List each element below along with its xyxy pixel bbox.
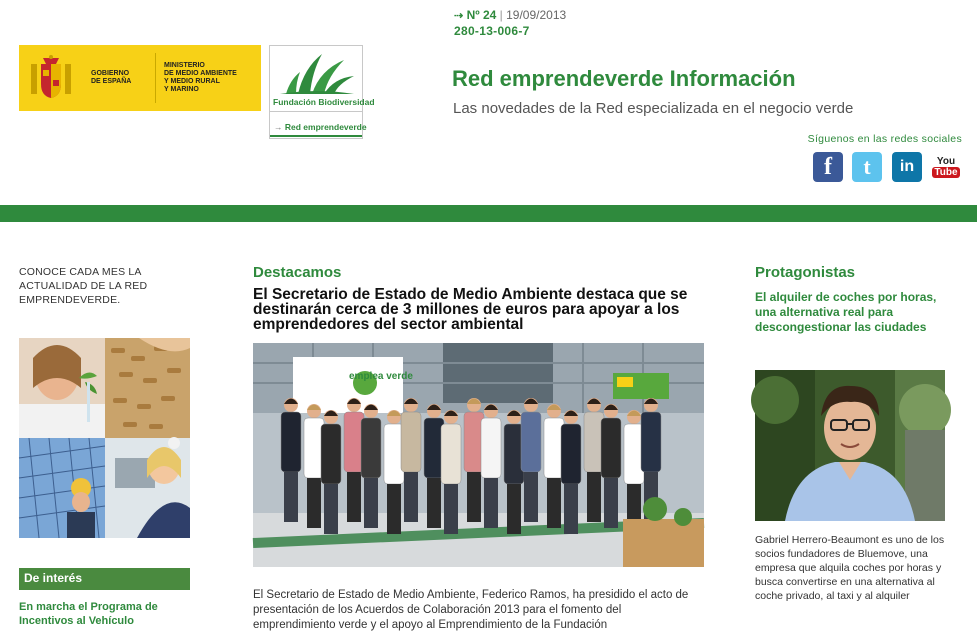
person-legs bbox=[307, 478, 321, 528]
fundacion-name: Fundación Biodiversidad bbox=[273, 97, 375, 107]
person-legs bbox=[324, 484, 338, 534]
de-interes-header: De interés bbox=[19, 568, 190, 590]
issue-code: 280-13-006-7 bbox=[454, 24, 530, 38]
person-legs bbox=[427, 478, 441, 528]
person-legs bbox=[524, 472, 538, 522]
newsletter-subtitle: Las novedades de la Red especializada en el negocio verde bbox=[453, 100, 854, 117]
protagonist-article-link[interactable]: El alquiler de coches por horas, una alternativa real para descongestionar las ciudades bbox=[755, 290, 937, 334]
person-legs bbox=[444, 484, 458, 534]
coat-of-arms-icon bbox=[29, 54, 73, 102]
issue-number: Nº 24 bbox=[466, 8, 497, 22]
main-headline-link[interactable]: El Secretario de Estado de Medio Ambiente destaca que se destinarán cerca de 3 millones de euros para apoyar a los emprendedores del sector ambiental bbox=[253, 286, 688, 333]
arrow-right-icon: → bbox=[274, 122, 283, 132]
person-body bbox=[361, 418, 381, 478]
destacamos-heading: Destacamos bbox=[253, 264, 342, 281]
logo-divider bbox=[270, 111, 362, 112]
protagonistas-heading: Protagonistas bbox=[755, 264, 856, 281]
person-body bbox=[321, 424, 341, 484]
issue-arrow-icon: ⇢ bbox=[454, 10, 464, 22]
header-divider-bar bbox=[0, 205, 977, 222]
person-legs bbox=[604, 478, 618, 528]
protagonist-photo bbox=[755, 370, 945, 521]
person-legs bbox=[347, 472, 361, 522]
issue-meta bbox=[454, 8, 566, 39]
twitter-icon[interactable]: t bbox=[852, 152, 882, 182]
facebook-icon[interactable]: f bbox=[813, 152, 843, 182]
gov-divider bbox=[155, 53, 156, 103]
person-body bbox=[641, 412, 661, 472]
person-body bbox=[521, 412, 541, 472]
banner-text: emplea verde bbox=[349, 371, 413, 382]
person-legs bbox=[404, 472, 418, 522]
person-body bbox=[561, 424, 581, 484]
person-legs bbox=[284, 472, 298, 522]
interest-article-link[interactable]: En marcha el Programa de Incentivos al Vehículo bbox=[19, 601, 158, 627]
youtube-icon[interactable]: You Tube bbox=[931, 152, 961, 182]
person-legs bbox=[507, 484, 521, 534]
network-name: Red emprendeverde bbox=[284, 122, 367, 132]
person-body bbox=[441, 424, 461, 484]
person-legs bbox=[484, 478, 498, 528]
fundacion-biodiversidad-logo[interactable] bbox=[269, 45, 375, 139]
ministerio-text: MINISTERIO DE MEDIO AMBIENTE Y MEDIO RURAL Y MARINO bbox=[164, 62, 237, 93]
person-legs bbox=[547, 478, 561, 528]
person-body bbox=[481, 418, 501, 478]
person-legs bbox=[467, 472, 481, 522]
protagonist-body: Gabriel Herrero-Beaumont es uno de los socios fundadores de Bluemove, una empresa que alquila coches por horas y busca convertirse en una alternativa al coche privado, al taxi y al alquiler bbox=[755, 534, 945, 602]
linkedin-icon[interactable]: in bbox=[892, 152, 922, 182]
issue-date: 19/09/2013 bbox=[506, 8, 567, 22]
person-legs bbox=[364, 478, 378, 528]
group-photo bbox=[253, 343, 704, 567]
gobierno-logo[interactable] bbox=[19, 45, 261, 111]
issue-separator: | bbox=[499, 8, 503, 22]
collage-image bbox=[19, 338, 190, 538]
newsletter-title: Red emprendeverde Información bbox=[452, 66, 796, 91]
person-body bbox=[601, 418, 621, 478]
person-body bbox=[281, 412, 301, 472]
person-legs bbox=[387, 484, 401, 534]
person-legs bbox=[587, 472, 601, 522]
intro-text: CONOCE CADA MES LA ACTUALIDAD DE LA RED EMPRENDEVERDE. bbox=[19, 266, 148, 306]
person-body bbox=[401, 412, 421, 472]
red-emprendeverde-label bbox=[274, 122, 367, 132]
social-label: Síguenos en las redes sociales bbox=[807, 133, 962, 145]
gobierno-text: GOBIERNO DE ESPAÑA bbox=[91, 70, 132, 85]
main-article-body: El Secretario de Estado de Medio Ambiente, Federico Ramos, ha presidido el acto de presentación de los Acuerdos de Colaboración 2013 para el fomento del emprendimiento verde y el apoyo al Emprendimiento de la Fundación bbox=[253, 589, 689, 631]
grass-icon bbox=[278, 50, 356, 96]
person-legs bbox=[564, 484, 578, 534]
logo-underline bbox=[270, 135, 362, 137]
